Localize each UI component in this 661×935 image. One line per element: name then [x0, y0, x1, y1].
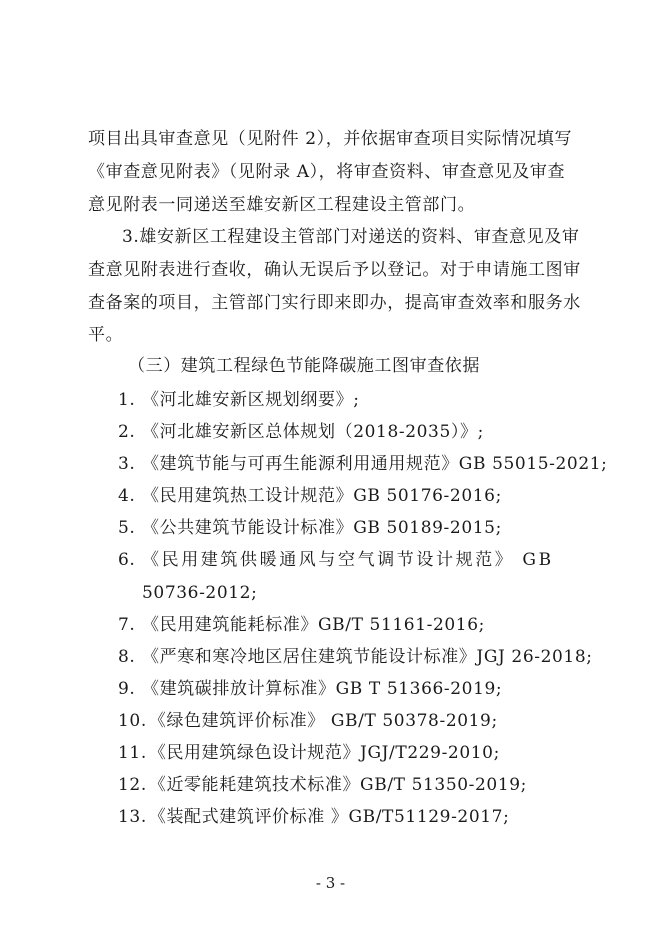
- list-item-text: 《河北雄安新区规划纲要》;: [142, 390, 360, 410]
- list-item-number: 13.: [118, 807, 147, 827]
- list-item-text: 《近零能耗建筑技术标准》GB/T 51350-2019;: [148, 775, 528, 795]
- list-item-number: 3.: [118, 454, 136, 474]
- list-item: [118, 774, 527, 796]
- list-item-number: 10.: [118, 711, 147, 731]
- list-item: [118, 806, 509, 828]
- list-item-text: 《民用建筑供暖通风与空气调节设计规范》 GB: [142, 550, 554, 570]
- list-item: [118, 646, 593, 668]
- list-item: [118, 742, 500, 764]
- list-item-text: 《河北雄安新区总体规划（2018-2035）》;: [142, 422, 484, 442]
- list-item-number: 7.: [118, 615, 136, 635]
- list-item-number: 4.: [118, 486, 136, 506]
- list-item-number: 1.: [118, 390, 136, 410]
- list-item: [118, 421, 484, 443]
- paragraph-2-line-1: 3.雄安新区工程建设主管部门对递送的资料、审查意见及审: [122, 227, 580, 247]
- paragraph-2-line-2: 查意见附表进行查收，确认无误后予以登记。对于申请施工图审: [88, 260, 581, 280]
- section-heading: （三）建筑工程绿色节能降碳施工图审查依据: [128, 356, 480, 376]
- list-item-text: 《建筑节能与可再生能源利用通用规范》GB 55015-2021;: [142, 454, 608, 474]
- paragraph-1-line-3: 意见附表一同递送至雄安新区工程建设主管部门。: [88, 195, 476, 215]
- paragraph-2-line-4: 平。: [88, 325, 124, 345]
- list-item: [118, 549, 554, 571]
- list-item: [118, 453, 608, 475]
- list-item: [118, 678, 502, 700]
- list-item-text: 《公共建筑节能设计标准》GB 50189-2015;: [142, 518, 502, 538]
- list-item-text: 《装配式建筑评价标准 》GB/T51129-2017;: [148, 807, 510, 827]
- list-item-continuation: 50736-2012;: [142, 583, 258, 603]
- list-item-number: 12.: [118, 775, 147, 795]
- list-item-text: 《民用建筑热工设计规范》GB 50176-2016;: [142, 486, 502, 506]
- list-item-number: 8.: [118, 647, 136, 667]
- paragraph-1-line-1: 项目出具审查意见（见附件 2），并依据审查项目实际情况填写: [88, 129, 573, 149]
- paragraph-1-line-2: 《审查意见附表》（见附录 A），将审查资料、审查意见及审查: [88, 162, 566, 182]
- list-item: [118, 517, 502, 539]
- list-item-text: 《严寒和寒冷地区居住建筑节能设计标准》JGJ 26-2018;: [142, 647, 593, 667]
- list-item-text: 《民用建筑绿色设计规范》JGJ/T229-2010;: [148, 743, 500, 763]
- paragraph-2-line-3: 查备案的项目，主管部门实行即来即办，提高审查效率和服务水: [88, 293, 581, 313]
- list-item: [118, 614, 485, 636]
- list-item-text: 《建筑碳排放计算标准》GB T 51366-2019;: [142, 679, 503, 699]
- list-item-text: 《民用建筑能耗标准》GB/T 51161-2016;: [142, 615, 485, 635]
- list-item-number: 5.: [118, 518, 136, 538]
- list-item-text: 《绿色建筑评价标准》 GB/T 50378-2019;: [148, 711, 498, 731]
- list-item-number: 2.: [118, 422, 136, 442]
- list-item: [118, 389, 360, 411]
- list-item: [118, 710, 498, 732]
- page-number: - 3 -: [315, 874, 346, 892]
- list-item-number: 9.: [118, 679, 136, 699]
- list-item: [118, 485, 502, 507]
- list-item-number: 6.: [118, 550, 136, 570]
- list-item-number: 11.: [118, 743, 147, 763]
